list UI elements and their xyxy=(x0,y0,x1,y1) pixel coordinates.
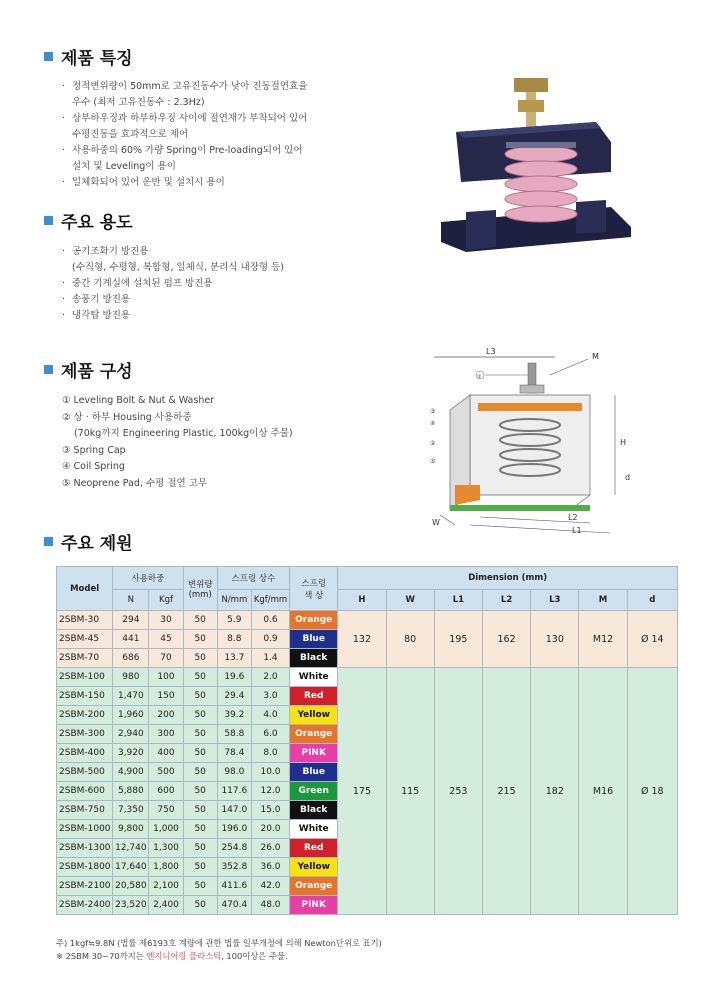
value-cell: 196.0 xyxy=(217,820,251,839)
value-cell: 1,800 xyxy=(149,858,183,877)
value-cell: 23,520 xyxy=(113,896,149,915)
col-kgfmm: Kgf/mm xyxy=(251,590,289,611)
specs-title: 주요 제원 xyxy=(44,529,133,554)
value-cell: 686 xyxy=(113,649,149,668)
value-cell: 300 xyxy=(149,725,183,744)
dimension-cell: 115 xyxy=(386,668,434,915)
svg-text:①: ① xyxy=(477,374,482,380)
model-cell: 2SBM-300 xyxy=(57,725,113,744)
value-cell: 13.7 xyxy=(217,649,251,668)
value-cell: 3,920 xyxy=(113,744,149,763)
value-cell: 1,960 xyxy=(113,706,149,725)
part-item: ⑤ Neoprene Pad, 수평 절연 고무 xyxy=(62,477,208,489)
model-cell: 2SBM-2100 xyxy=(57,877,113,896)
note-unit: 주) 1kgf≒9.8N (법률 제6193호 계량에 관한 법률 일부개정에 의해 Newton단위로 표기) xyxy=(56,938,382,948)
dimension-cell: 162 xyxy=(482,611,530,668)
value-cell: 150 xyxy=(149,687,183,706)
col-d: d xyxy=(627,590,677,611)
value-cell: 20,580 xyxy=(113,877,149,896)
spring-color-cell: White xyxy=(290,820,338,839)
model-cell: 2SBM-750 xyxy=(57,801,113,820)
dimension-cell: Ø 14 xyxy=(627,611,677,668)
dimension-cell: 175 xyxy=(338,668,386,915)
value-cell: 5,880 xyxy=(113,782,149,801)
composition-list xyxy=(62,393,293,492)
col-kgf: Kgf xyxy=(149,590,183,611)
spec-table-body xyxy=(57,611,678,915)
col-spring-const: 스프링 상수 xyxy=(217,567,289,590)
col-l3: L3 xyxy=(531,590,579,611)
dimension-cell: 195 xyxy=(434,611,482,668)
model-cell: 2SBM-70 xyxy=(57,649,113,668)
spring-color-cell: Red xyxy=(290,687,338,706)
value-cell: 45 xyxy=(149,630,183,649)
bullet-item-continued: 수평진동을 효과적으로 제어 xyxy=(72,129,189,140)
svg-text:L2: L2 xyxy=(568,513,578,522)
col-n: N xyxy=(113,590,149,611)
value-cell: 78.4 xyxy=(217,744,251,763)
square-bullet-icon xyxy=(44,216,53,225)
value-cell: 19.6 xyxy=(217,668,251,687)
value-cell: 294 xyxy=(113,611,149,630)
table-row xyxy=(57,668,678,687)
features-title: 제품 특징 xyxy=(44,44,133,69)
value-cell: 254.8 xyxy=(217,839,251,858)
value-cell: 70 xyxy=(149,649,183,668)
value-cell: 3.0 xyxy=(251,687,289,706)
square-bullet-icon xyxy=(44,537,53,546)
value-cell: 50 xyxy=(183,725,217,744)
part-item: ① Leveling Bolt & Nut & Washer xyxy=(62,395,215,406)
svg-text:M: M xyxy=(592,352,599,361)
bullet-item-continued: (수직형, 수평형, 복합형, 일체식, 분리식 내장형 등) xyxy=(72,262,284,273)
note-material: ※ 2SBM 30~70까지는 엔지니어링 플라스틱, 100이상은 주물. xyxy=(56,951,288,961)
dimension-cell: Ø 18 xyxy=(627,668,677,915)
svg-text:d: d xyxy=(625,473,631,482)
dimension-cell: 130 xyxy=(531,611,579,668)
col-dimension: Dimension (mm) xyxy=(338,567,678,590)
value-cell: 50 xyxy=(183,611,217,630)
spec-table xyxy=(56,566,678,915)
model-cell: 2SBM-1800 xyxy=(57,858,113,877)
value-cell: 15.0 xyxy=(251,801,289,820)
value-cell: 30 xyxy=(149,611,183,630)
value-cell: 98.0 xyxy=(217,763,251,782)
col-nmm: N/mm xyxy=(217,590,251,611)
svg-text:H: H xyxy=(620,438,627,447)
dimension-cell: M16 xyxy=(579,668,627,915)
svg-text:L1: L1 xyxy=(572,526,582,535)
spring-color-cell: Yellow xyxy=(290,706,338,725)
value-cell: 6.0 xyxy=(251,725,289,744)
square-bullet-icon xyxy=(44,52,53,61)
spring-color-cell: PINK xyxy=(290,896,338,915)
spring-color-cell: Green xyxy=(290,782,338,801)
value-cell: 750 xyxy=(149,801,183,820)
dimension-cell: 132 xyxy=(338,611,386,668)
value-cell: 1.4 xyxy=(251,649,289,668)
value-cell: 8.0 xyxy=(251,744,289,763)
value-cell: 2,400 xyxy=(149,896,183,915)
model-cell: 2SBM-150 xyxy=(57,687,113,706)
value-cell: 2.0 xyxy=(251,668,289,687)
value-cell: 50 xyxy=(183,820,217,839)
model-cell: 2SBM-2400 xyxy=(57,896,113,915)
bullet-item: · 송풍기 방진용 xyxy=(62,292,362,308)
bullet-item: · 일체화되어 있어 운반 및 설치시 용이 xyxy=(62,175,362,191)
value-cell: 0.9 xyxy=(251,630,289,649)
value-cell: 117.6 xyxy=(217,782,251,801)
model-cell: 2SBM-30 xyxy=(57,611,113,630)
model-cell: 2SBM-1300 xyxy=(57,839,113,858)
dimension-cell: M12 xyxy=(579,611,627,668)
value-cell: 10.0 xyxy=(251,763,289,782)
spring-color-cell: Yellow xyxy=(290,858,338,877)
bullet-item: · 상부하우징과 하부하우징 사이에 절연재가 부착되어 있어 xyxy=(62,111,362,127)
value-cell: 12.0 xyxy=(251,782,289,801)
value-cell: 147.0 xyxy=(217,801,251,820)
model-cell: 2SBM-45 xyxy=(57,630,113,649)
value-cell: 48.0 xyxy=(251,896,289,915)
part-item-note: (70kg까지 Engineering Plastic, 100kg이상 주물) xyxy=(74,428,293,439)
spring-color-cell: Orange xyxy=(290,725,338,744)
bullet-item: · 사용하중의 60% 가량 Spring이 Pre-loading되어 있어 xyxy=(62,143,362,159)
dimension-cell: 215 xyxy=(482,668,530,915)
value-cell: 50 xyxy=(183,763,217,782)
col-w: W xyxy=(386,590,434,611)
value-cell: 17,640 xyxy=(113,858,149,877)
col-spring-color: 스프링 색 상 xyxy=(290,567,338,611)
value-cell: 50 xyxy=(183,782,217,801)
value-cell: 50 xyxy=(183,649,217,668)
composition-title: 제품 구성 xyxy=(44,357,133,382)
bullet-item-continued: 우수 (최저 고유진동수 : 2.3Hz) xyxy=(72,97,205,108)
col-h: H xyxy=(338,590,386,611)
value-cell: 400 xyxy=(149,744,183,763)
model-cell: 2SBM-500 xyxy=(57,763,113,782)
value-cell: 470.4 xyxy=(217,896,251,915)
col-model: Model xyxy=(57,567,113,611)
bullet-item-continued: 설치 및 Leveling이 용이 xyxy=(72,161,176,172)
col-l2: L2 xyxy=(482,590,530,611)
uses-list xyxy=(62,244,362,324)
value-cell: 50 xyxy=(183,630,217,649)
value-cell: 8.8 xyxy=(217,630,251,649)
svg-text:L3: L3 xyxy=(486,347,496,356)
col-m: M xyxy=(579,590,627,611)
part-item: ② 상 · 하부 Housing 사용하중 xyxy=(62,411,192,423)
value-cell: 9,800 xyxy=(113,820,149,839)
model-cell: 2SBM-200 xyxy=(57,706,113,725)
value-cell: 50 xyxy=(183,744,217,763)
spring-color-cell: Orange xyxy=(290,611,338,630)
value-cell: 200 xyxy=(149,706,183,725)
value-cell: 2,100 xyxy=(149,877,183,896)
value-cell: 58.8 xyxy=(217,725,251,744)
spring-color-cell: Blue xyxy=(290,630,338,649)
col-load: 사용하중 xyxy=(113,567,183,590)
square-bullet-icon xyxy=(44,365,53,374)
value-cell: 50 xyxy=(183,687,217,706)
value-cell: 980 xyxy=(113,668,149,687)
value-cell: 1,300 xyxy=(149,839,183,858)
value-cell: 1,470 xyxy=(113,687,149,706)
value-cell: 42.0 xyxy=(251,877,289,896)
model-cell: 2SBM-400 xyxy=(57,744,113,763)
spring-color-cell: Blue xyxy=(290,763,338,782)
technical-diagram xyxy=(420,345,650,540)
svg-text:②: ② xyxy=(430,440,436,447)
part-item: ④ Coil Spring xyxy=(62,461,125,472)
value-cell: 411.6 xyxy=(217,877,251,896)
value-cell: 50 xyxy=(183,877,217,896)
value-cell: 7,350 xyxy=(113,801,149,820)
value-cell: 441 xyxy=(113,630,149,649)
product-photo xyxy=(436,72,636,252)
spring-color-cell: Red xyxy=(290,839,338,858)
value-cell: 12,740 xyxy=(113,839,149,858)
value-cell: 39.2 xyxy=(217,706,251,725)
spring-color-cell: PINK xyxy=(290,744,338,763)
dimension-cell: 182 xyxy=(531,668,579,915)
svg-text:⑤: ⑤ xyxy=(430,458,436,465)
value-cell: 29.4 xyxy=(217,687,251,706)
value-cell: 50 xyxy=(183,668,217,687)
bullet-item: · 냉각탑 방진용 xyxy=(62,308,362,324)
value-cell: 600 xyxy=(149,782,183,801)
value-cell: 36.0 xyxy=(251,858,289,877)
spring-color-cell: Black xyxy=(290,649,338,668)
col-disp: 변위량 (mm) xyxy=(183,567,217,611)
value-cell: 50 xyxy=(183,839,217,858)
model-cell: 2SBM-100 xyxy=(57,668,113,687)
value-cell: 20.0 xyxy=(251,820,289,839)
value-cell: 352.8 xyxy=(217,858,251,877)
spring-color-cell: Black xyxy=(290,801,338,820)
uses-title: 주요 용도 xyxy=(44,208,133,233)
svg-text:④: ④ xyxy=(430,420,436,427)
col-l1: L1 xyxy=(434,590,482,611)
value-cell: 4,900 xyxy=(113,763,149,782)
model-cell: 2SBM-1000 xyxy=(57,820,113,839)
spring-color-cell: Orange xyxy=(290,877,338,896)
value-cell: 5.9 xyxy=(217,611,251,630)
dimension-cell: 80 xyxy=(386,611,434,668)
value-cell: 26.0 xyxy=(251,839,289,858)
value-cell: 50 xyxy=(183,706,217,725)
value-cell: 0.6 xyxy=(251,611,289,630)
value-cell: 500 xyxy=(149,763,183,782)
dimension-cell: 253 xyxy=(434,668,482,915)
bullet-item: · 정적변위량이 50mm로 고유진동수가 낮아 진동절연효율 xyxy=(62,79,362,95)
svg-text:③: ③ xyxy=(430,408,436,415)
value-cell: 1,000 xyxy=(149,820,183,839)
table-row xyxy=(57,611,678,630)
bullet-item: · 중간 기계실에 설치된 펌프 방진용 xyxy=(62,276,362,292)
value-cell: 4.0 xyxy=(251,706,289,725)
value-cell: 100 xyxy=(149,668,183,687)
value-cell: 2,940 xyxy=(113,725,149,744)
spring-color-cell: White xyxy=(290,668,338,687)
part-item: ③ Spring Cap xyxy=(62,444,126,456)
bullet-item: · 공기조화기 방진용 xyxy=(62,244,362,260)
model-cell: 2SBM-600 xyxy=(57,782,113,801)
value-cell: 50 xyxy=(183,896,217,915)
svg-text:W: W xyxy=(432,518,440,527)
features-list xyxy=(62,79,362,191)
value-cell: 50 xyxy=(183,801,217,820)
value-cell: 50 xyxy=(183,858,217,877)
